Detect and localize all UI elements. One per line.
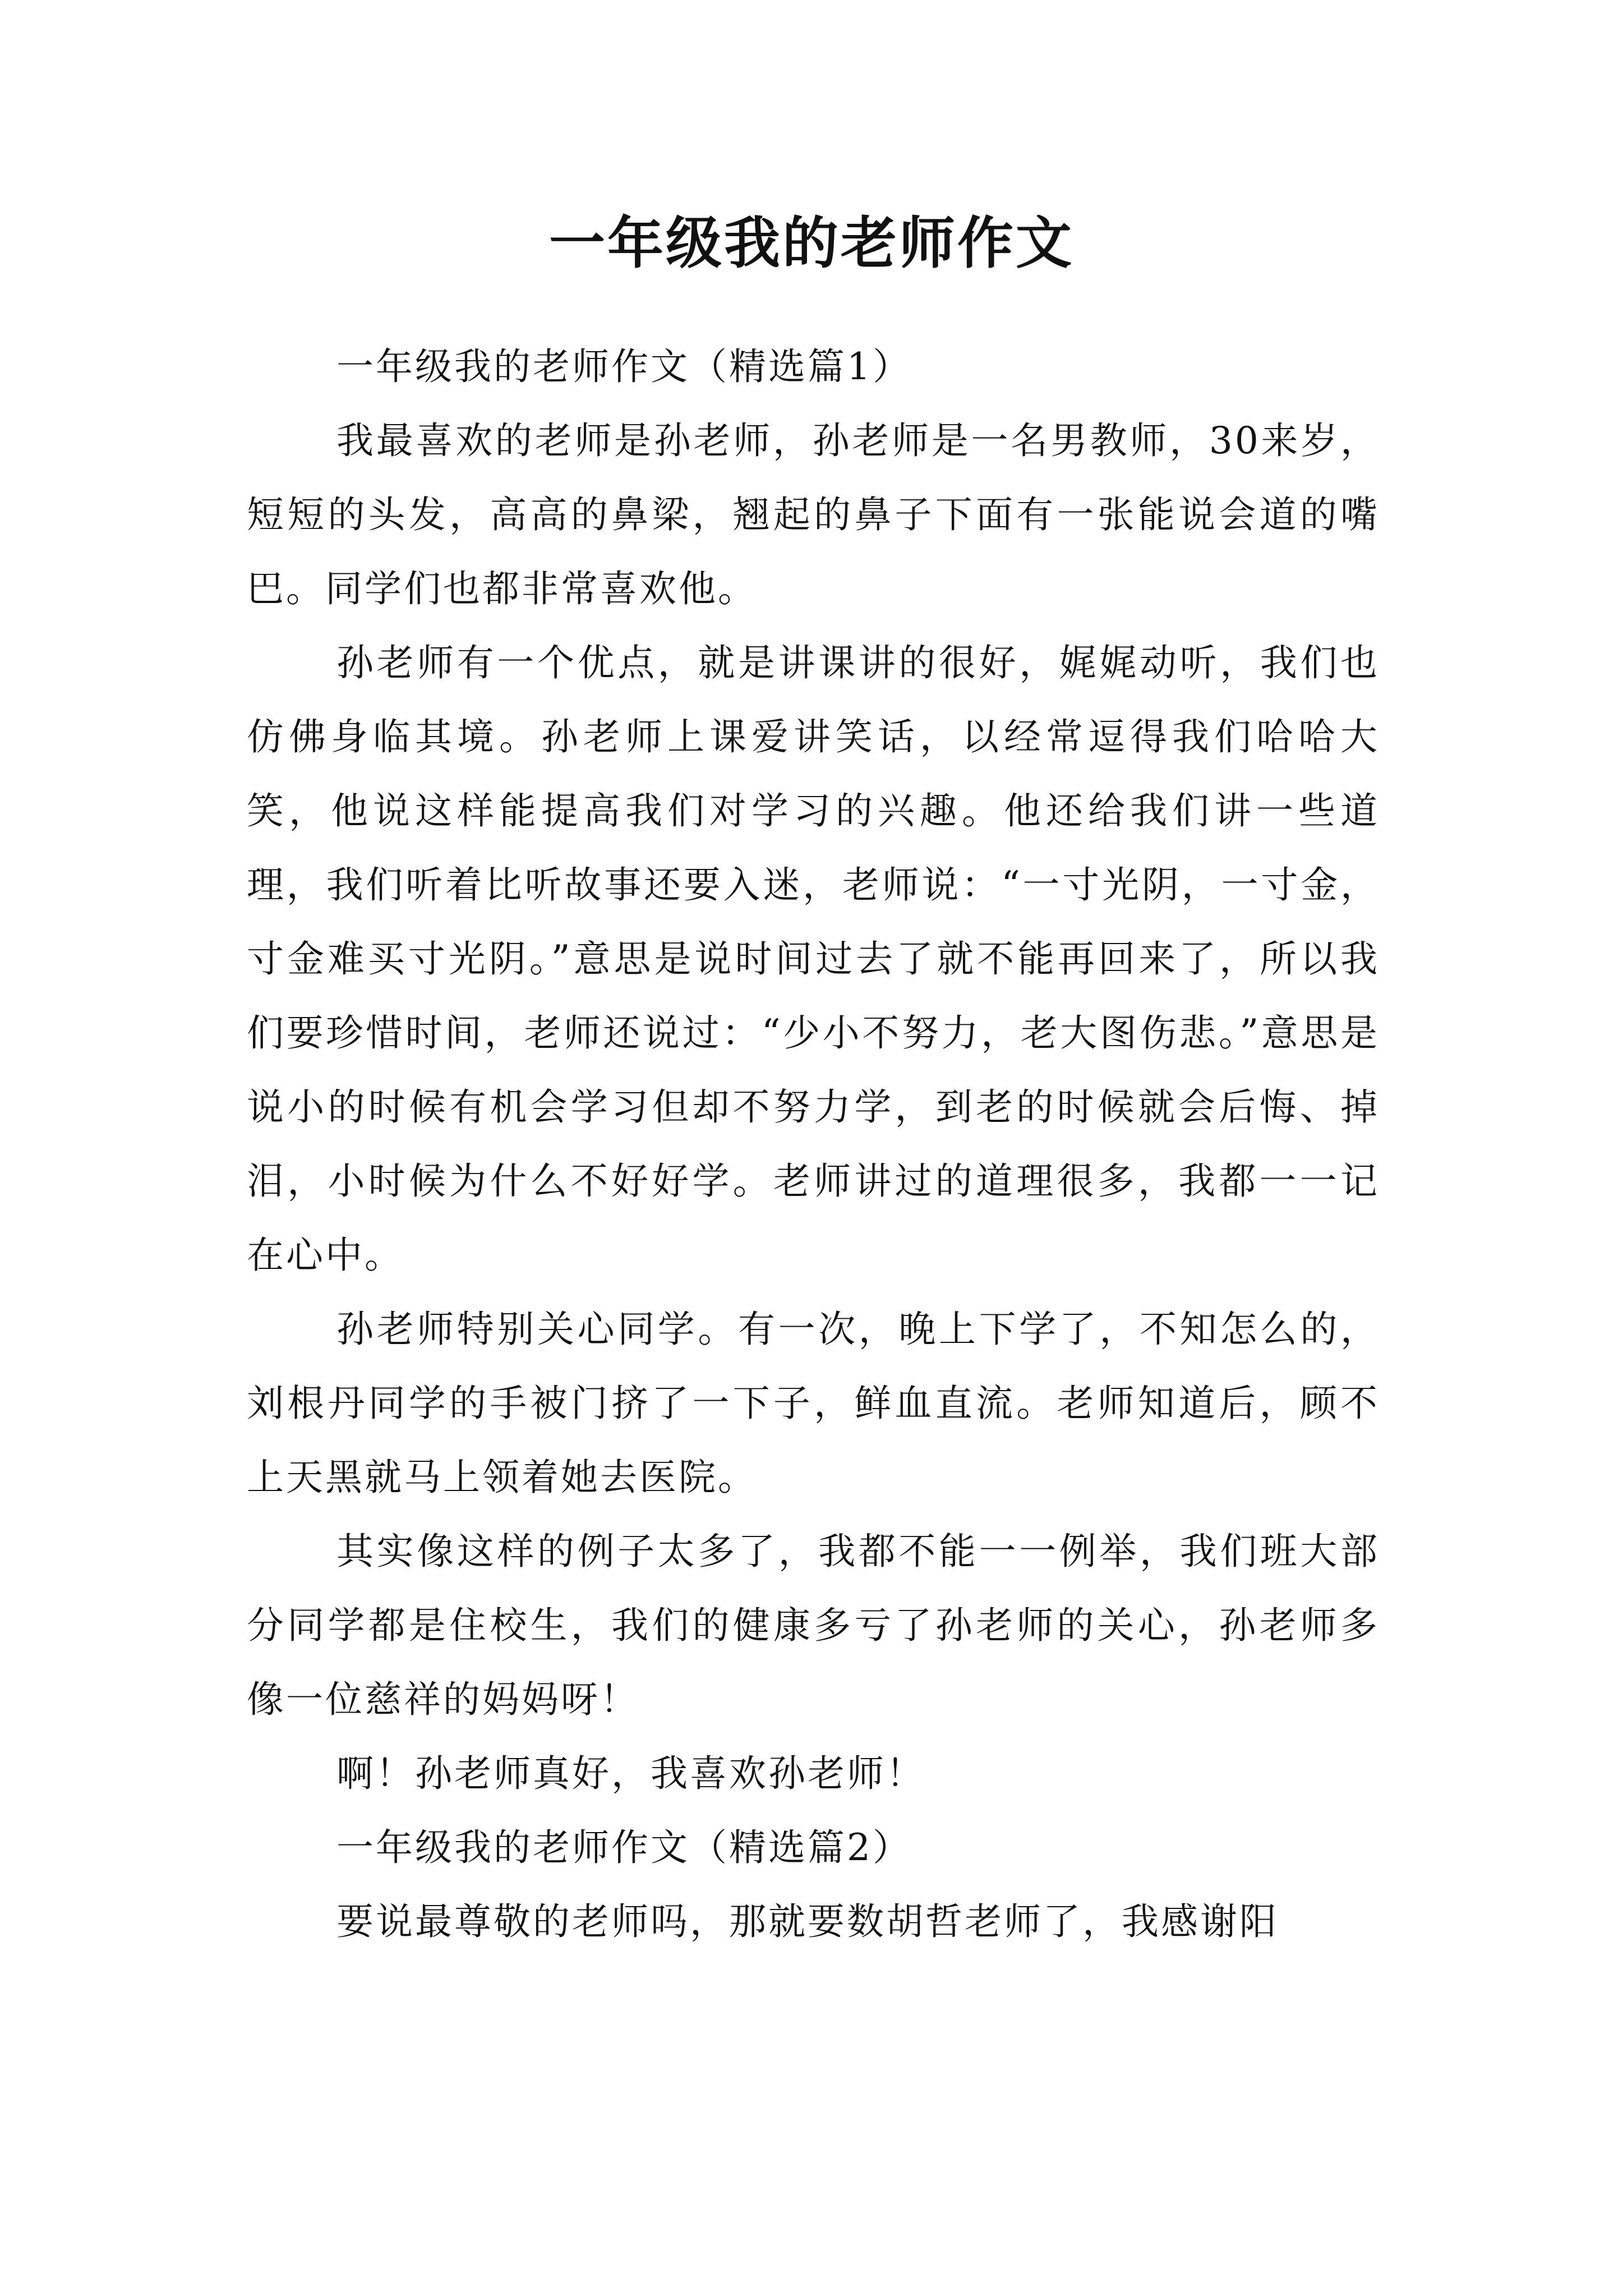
document-body: [247, 330, 1380, 1959]
document-title: 一年级我的老师作文: [549, 210, 1074, 276]
paragraph: 我最喜欢的老师是孙老师，孙老师是一名男教师，30来岁，短短的头发，高高的鼻梁，翘起的鼻子下面有一张能说会道的嘴巴。同学们也都非常喜欢他。: [247, 419, 1380, 610]
paragraph: 啊！孙老师真好，我喜欢孙老师！: [336, 1752, 925, 1795]
paragraph-section-heading-2: 一年级我的老师作文（精选篇2）: [336, 1826, 912, 1869]
paragraph: 其实像这样的例子太多了，我都不能一一例举，我们班大部分同学都是住校生，我们的健康多亏了孙老师的关心，孙老师多像一位慈祥的妈妈呀！: [247, 1530, 1380, 1721]
paragraph: 孙老师有一个优点，就是讲课讲的很好，娓娓动听，我们也仿佛身临其境。孙老师上课爱讲笑话，以经常逗得我们哈哈大笑，他说这样能提高我们对学习的兴趣。他还给我们讲一些道理，我们听着比听故事还要入迷，老师说：“一寸光阴，一寸金，寸金难买寸光阴。”意思是说时间过去了就不能再回来了，所以我们要珍惜时间，老师还说过：“少小不努力，老大图伤悲。”意思是说小的时候有机会学习但却不努力学，到老的时候就会后悔、掉泪，小时候为什么不好好学。老师讲过的道理很多，我都一一记在心中。: [247, 641, 1380, 1277]
paragraph: 孙老师特别关心同学。有一次，晚上下学了，不知怎么的，刘根丹同学的手被门挤了一下子，鲜血直流。老师知道后，顾不上天黑就马上领着她去医院。: [247, 1308, 1380, 1499]
paragraph-section-heading-1: 一年级我的老师作文（精选篇1）: [336, 345, 912, 388]
paragraph: 要说最尊敬的老师吗，那就要数胡哲老师了，我感谢阳: [336, 1900, 1279, 1943]
